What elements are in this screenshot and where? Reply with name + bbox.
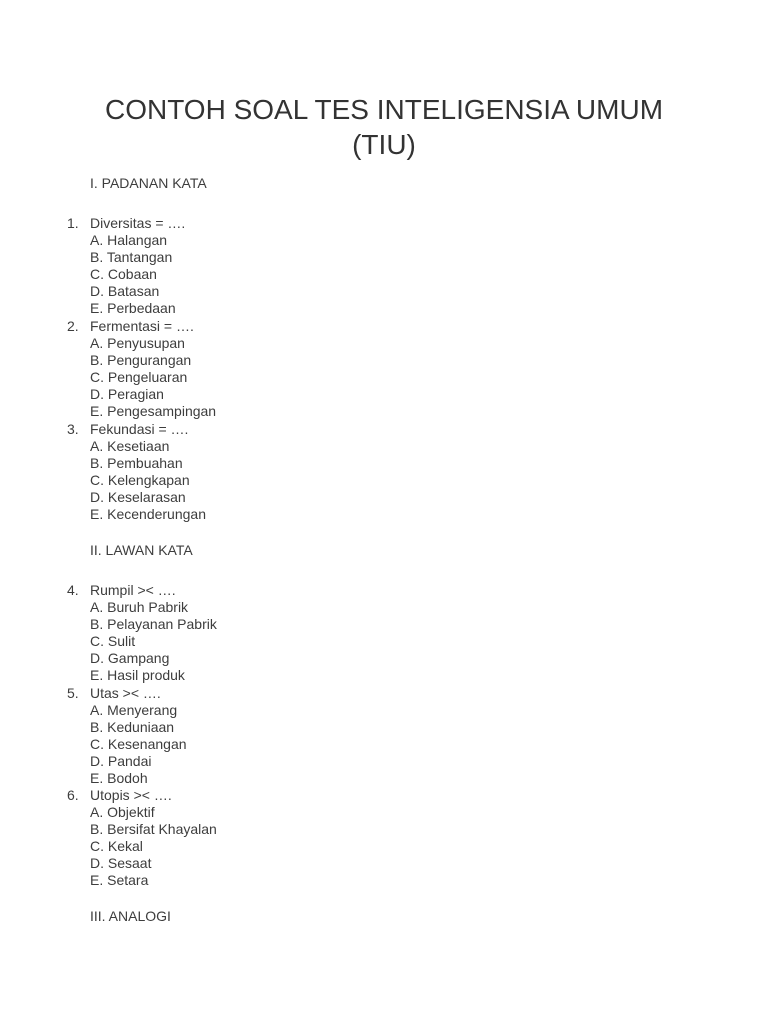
question-number: 4. xyxy=(67,582,79,598)
option-e: E. Bodoh xyxy=(90,770,148,787)
option-a: A. Objektif xyxy=(90,804,155,820)
option-c: C. Kekal xyxy=(90,838,143,855)
section-heading-lawan-kata: II. LAWAN KATA xyxy=(90,542,193,558)
question-number: 6. xyxy=(67,787,79,803)
document-title xyxy=(0,92,768,162)
option-e: E. Perbedaan xyxy=(90,300,176,317)
question-stem: Utas >< …. xyxy=(90,685,161,701)
question-number: 2. xyxy=(67,318,79,334)
option-c: C. Pengeluaran xyxy=(90,369,188,386)
option-e: E. Hasil produk xyxy=(90,667,185,684)
option-a: A. Buruh Pabrik xyxy=(90,599,189,615)
option-d: D. Keselarasan xyxy=(90,489,186,506)
option-d: D. Gampang xyxy=(90,650,170,667)
option-d: D. Sesaat xyxy=(90,855,152,872)
option-a: A. Penyusupan xyxy=(90,335,185,351)
option-a: A. Menyerang xyxy=(90,702,178,718)
option-b: B. Pelayanan Pabrik xyxy=(90,616,217,633)
option-e: E. Setara xyxy=(90,872,149,889)
option-c: C. Kesenangan xyxy=(90,736,187,753)
option-d: D. Pandai xyxy=(90,753,152,770)
option-e: E. Pengesampingan xyxy=(90,403,217,420)
option-c: C. Cobaan xyxy=(90,266,157,283)
title-line-1: CONTOH SOAL TES INTELIGENSIA UMUM xyxy=(104,94,664,125)
option-a: A. Kesetiaan xyxy=(90,438,170,454)
option-list xyxy=(90,599,217,684)
question-stem: Utopis >< …. xyxy=(90,787,172,803)
option-list xyxy=(90,438,206,523)
question-number: 3. xyxy=(67,421,79,437)
section-heading-padanan-kata: I. PADANAN KATA xyxy=(90,175,207,191)
question-stem: Rumpil >< …. xyxy=(90,582,176,598)
option-b: B. Tantangan xyxy=(90,249,173,266)
option-list xyxy=(90,702,187,787)
option-c: C. Kelengkapan xyxy=(90,472,190,489)
option-list xyxy=(90,232,176,317)
option-b: B. Bersifat Khayalan xyxy=(90,821,217,838)
option-a: A. Halangan xyxy=(90,232,168,248)
option-d: D. Batasan xyxy=(90,283,160,300)
option-list xyxy=(90,335,216,420)
question-stem: Fekundasi = …. xyxy=(90,421,189,437)
title-line-2: (TIU) xyxy=(352,129,416,160)
option-c: C. Sulit xyxy=(90,633,136,650)
question-number: 1. xyxy=(67,215,79,231)
option-b: B. Keduniaan xyxy=(90,719,175,736)
option-list xyxy=(90,804,217,889)
option-b: B. Pembuahan xyxy=(90,455,183,472)
question-stem: Diversitas = …. xyxy=(90,215,186,231)
question-number: 5. xyxy=(67,685,79,701)
option-d: D. Peragian xyxy=(90,386,164,403)
question-stem: Fermentasi = …. xyxy=(90,318,194,334)
option-e: E. Kecenderungan xyxy=(90,506,206,523)
section-heading-analogi: III. ANALOGI xyxy=(90,908,171,924)
option-b: B. Pengurangan xyxy=(90,352,192,369)
